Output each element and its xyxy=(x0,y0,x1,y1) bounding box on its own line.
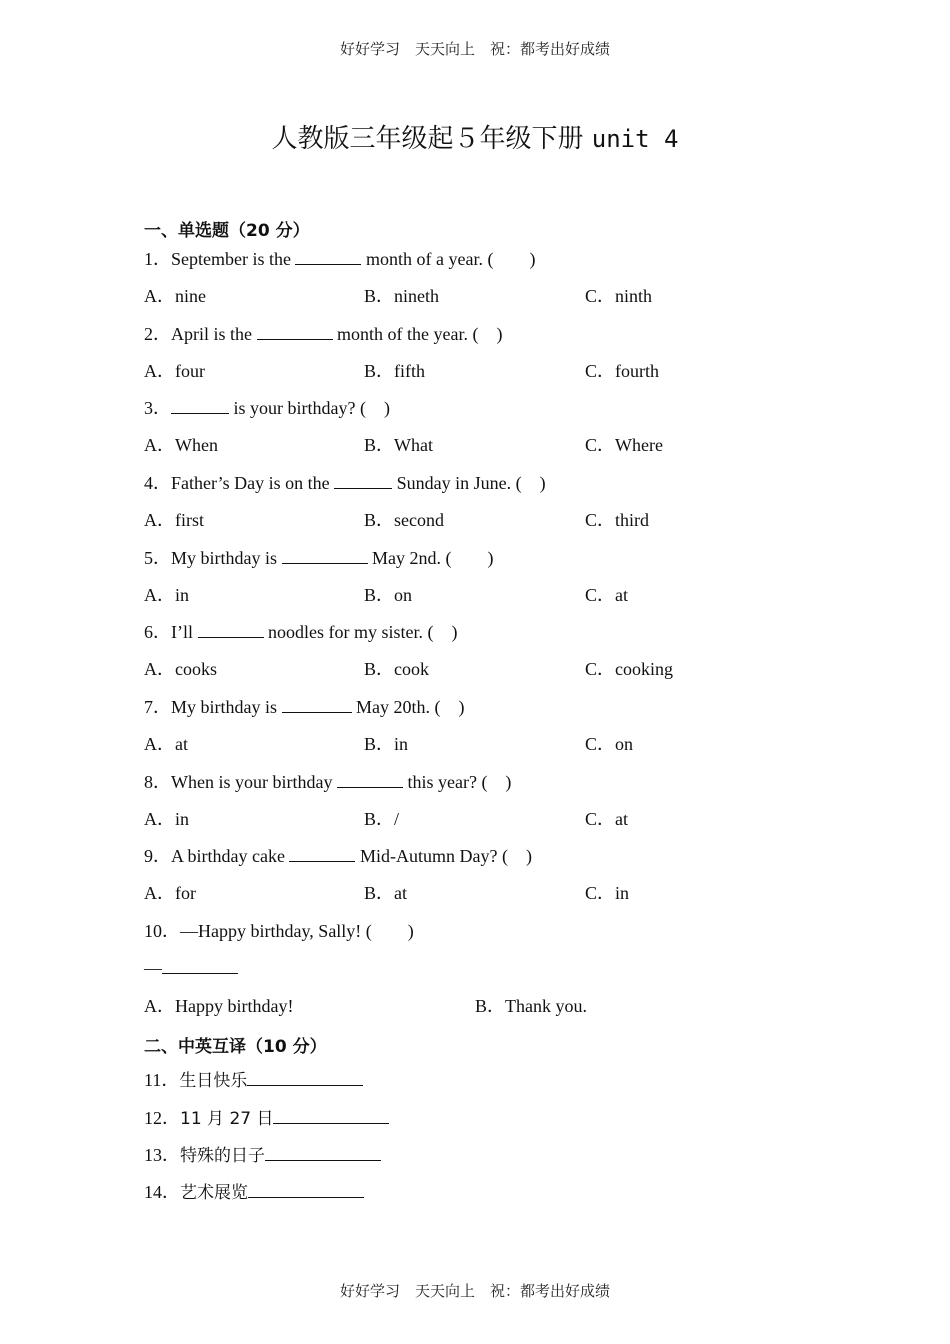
translation-14 xyxy=(144,1181,364,1204)
question-text-after: noodles for my sister. ( ) xyxy=(263,622,458,642)
question-text-after: this year? ( ) xyxy=(402,772,512,792)
answer-blank[interactable] xyxy=(171,397,229,414)
option-a[interactable]: A．cooks xyxy=(144,659,217,679)
option-c[interactable]: C．at xyxy=(585,809,628,829)
question-10 xyxy=(144,920,414,942)
question-text-after: May 20th. ( ) xyxy=(351,697,465,717)
option-c[interactable]: C．on xyxy=(585,734,634,754)
answer-blank[interactable] xyxy=(282,696,352,713)
question-number: 12． xyxy=(144,1108,180,1128)
option-b[interactable]: B．at xyxy=(364,883,407,903)
translation-text: 特殊的日子 xyxy=(180,1146,265,1166)
question-5 xyxy=(144,547,493,569)
page-footer: 好好学习 天天向上 祝：都考出好成绩 xyxy=(339,1282,610,1300)
question-number: 8． xyxy=(144,772,171,792)
question-number: 11． xyxy=(144,1070,180,1090)
question-2 xyxy=(144,323,502,345)
answer-blank[interactable] xyxy=(295,248,361,265)
option-c[interactable]: C．ninth xyxy=(585,286,653,306)
answer-blank[interactable] xyxy=(198,621,264,638)
question-number: 9． xyxy=(144,846,171,866)
option-a[interactable]: A．in xyxy=(144,809,189,829)
question-text-after: May 2nd. ( ) xyxy=(367,548,494,568)
option-b[interactable]: B．What xyxy=(364,435,433,455)
option-b[interactable]: B．/ xyxy=(364,809,400,829)
question-10-reply xyxy=(144,957,238,979)
option-c[interactable]: C．in xyxy=(585,883,630,903)
question-number: 10． xyxy=(144,921,180,941)
title-english: unit 4 xyxy=(591,125,679,153)
option-a[interactable]: A．When xyxy=(144,435,218,455)
answer-blank[interactable] xyxy=(248,1181,364,1198)
option-a[interactable]: A．in xyxy=(144,585,189,605)
question-text-after: month of the year. ( ) xyxy=(332,324,503,344)
question-text: —Happy birthday, Sally! ( ) xyxy=(180,921,414,941)
option-c[interactable]: C．at xyxy=(585,585,628,605)
question-text-before: September is the xyxy=(171,249,296,269)
translation-text: 生日快乐 xyxy=(179,1071,248,1091)
question-number: 2． xyxy=(144,324,171,344)
option-b[interactable]: B．fifth xyxy=(364,361,425,381)
question-text-before: A birthday cake xyxy=(171,846,290,866)
question-6 xyxy=(144,621,457,643)
question-number: 5． xyxy=(144,548,171,568)
question-number: 6． xyxy=(144,622,171,642)
question-text-after: month of a year. ( ) xyxy=(361,249,536,269)
question-text-after: Sunday in June. ( ) xyxy=(392,473,546,493)
option-b[interactable]: B．nineth xyxy=(364,286,439,306)
option-c[interactable]: C．cooking xyxy=(585,659,673,679)
answer-blank[interactable] xyxy=(334,472,392,489)
question-number: 1． xyxy=(144,249,171,269)
question-text-before: My birthday is xyxy=(171,548,282,568)
translation-11 xyxy=(144,1069,363,1092)
option-c[interactable]: C．Where xyxy=(585,435,663,455)
question-text-after: Mid-Autumn Day? ( ) xyxy=(355,846,532,866)
question-8 xyxy=(144,771,511,793)
answer-blank[interactable] xyxy=(257,323,333,340)
translation-13 xyxy=(144,1144,381,1167)
question-3 xyxy=(144,397,390,419)
translation-text: 11 月 27 日 xyxy=(180,1109,274,1129)
option-b[interactable]: B．Thank you. xyxy=(475,996,587,1016)
question-4 xyxy=(144,472,546,494)
question-text-before: I’ll xyxy=(171,622,198,642)
option-a[interactable]: A．first xyxy=(144,510,204,530)
page-header: 好好学习 天天向上 祝：都考出好成绩 xyxy=(339,40,610,58)
question-text-before: April is the xyxy=(171,324,257,344)
question-number: 7． xyxy=(144,697,171,717)
option-c[interactable]: C．fourth xyxy=(585,361,659,381)
translation-text: 艺术展览 xyxy=(180,1183,248,1203)
question-text-before: My birthday is xyxy=(171,697,282,717)
question-number: 4． xyxy=(144,473,171,493)
translation-12 xyxy=(144,1107,389,1130)
option-a[interactable]: A．for xyxy=(144,883,196,903)
answer-blank[interactable] xyxy=(247,1069,363,1086)
question-9 xyxy=(144,845,532,867)
question-number: 14． xyxy=(144,1182,180,1202)
option-a[interactable]: A．four xyxy=(144,361,205,381)
answer-blank[interactable] xyxy=(337,771,403,788)
question-text-after: is your birthday? ( ) xyxy=(229,398,390,418)
answer-blank[interactable] xyxy=(273,1107,389,1124)
answer-blank[interactable] xyxy=(265,1144,381,1161)
section-heading-single-choice: 一、单选题（20 分） xyxy=(144,221,310,241)
option-a[interactable]: A．nine xyxy=(144,286,206,306)
option-a[interactable]: A．Happy birthday! xyxy=(144,996,294,1016)
option-b[interactable]: B．second xyxy=(364,510,444,530)
question-7 xyxy=(144,696,464,718)
answer-blank[interactable] xyxy=(162,957,238,974)
answer-blank[interactable] xyxy=(289,845,355,862)
reply-dash: — xyxy=(144,958,162,978)
question-text-before: Father’s Day is on the xyxy=(171,473,335,493)
document-title xyxy=(0,118,950,155)
question-text-before: When is your birthday xyxy=(171,772,337,792)
question-1 xyxy=(144,248,535,270)
question-number: 13． xyxy=(144,1145,180,1165)
answer-blank[interactable] xyxy=(282,547,368,564)
option-b[interactable]: B．in xyxy=(364,734,409,754)
question-number: 3． xyxy=(144,398,171,418)
option-c[interactable]: C．third xyxy=(585,510,650,530)
option-b[interactable]: B．cook xyxy=(364,659,429,679)
option-a[interactable]: A．at xyxy=(144,734,188,754)
title-chinese: 人教版三年级起５年级下册 xyxy=(271,124,584,154)
section-heading-translation: 二、中英互译（10 分） xyxy=(144,1037,327,1057)
option-b[interactable]: B．on xyxy=(364,585,413,605)
